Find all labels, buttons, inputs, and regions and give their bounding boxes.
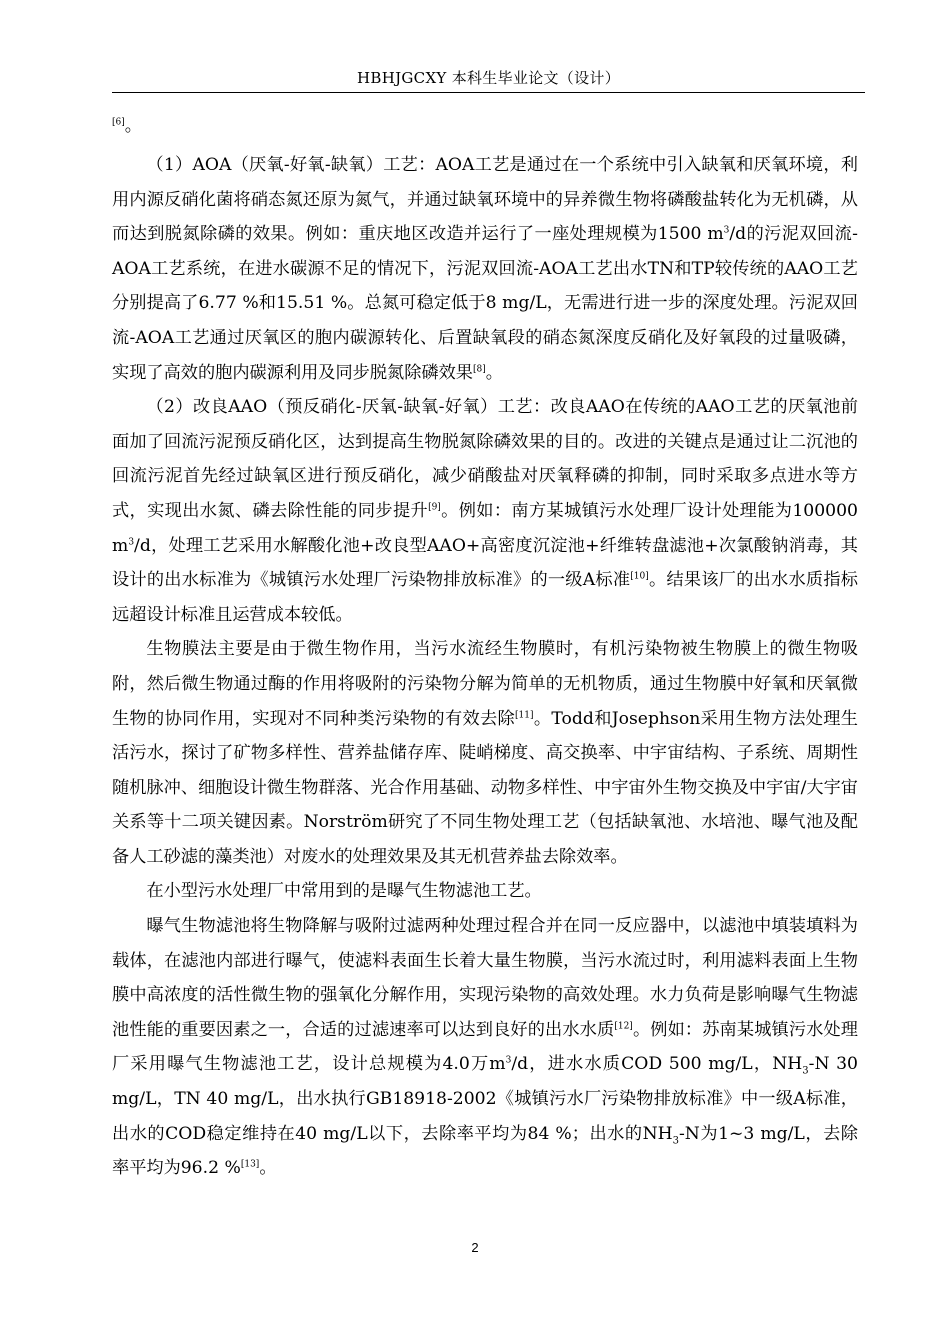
body-text <box>112 112 858 1186</box>
citation-ref: [8] <box>472 363 486 374</box>
header-title: HBHJGCXY 本科生毕业论文（设计） <box>356 69 620 87</box>
paragraph-baf: 曝气生物滤池将生物降解与吸附过滤两种处理过程合并在同一反应器中，以滤池中填装填料为载体，在滤池内部进行曝气，使滤料表面生长着大量生物膜，当污水流过时，利用滤料表面上生物膜中高浓度的活性微生物的强氧化分解作用，实现污染物的高效处理。水力负荷是影响曝气生物滤池性能的重要因素之一，合适的过滤速率可以达到良好的出水水质[12]。例如：苏南某城镇污水处理厂采用曝气生物滤池工艺，设计总规模为4.0万$m^3/d$，进水水质COD 500 mg/L，$NH_3-N$ 30 mg/L，TN 40 mg/L，出水执行GB18918-2002《城镇污水厂污染物排放标准》中一级A标准，出水的COD稳定维持在40 mg/L以下，去除率平均为84 %；出水的$NH_3-N$为1~3 mg/L，去除率平均为96.2 %[13]。 <box>112 916 858 1179</box>
paragraph-biofilm: 生物膜法主要是由于微生物作用，当污水流经生物膜时，有机污染物被生物膜上的微生物吸附，然后微生物通过酶的作用将吸附的污染物分解为简单的无机物质，通过生物膜中好氧和厌氧微生物的协同作用，实现对不同种类污染物的有效去除[11]。Todd和Josephson采用生物方法处理生活污水，探讨了矿物多样性、营养盐储存库、陡峭梯度、高交换率、中宇宙结构、子系统、周期性随机脉冲、细胞设计微生物群落、光合作用基础、动物多样性、中宇宙外生物交换及中宇宙/大宇宙关系等十二项关键因素。Norström研究了不同生物处理工艺（包括缺氧池、水培池、曝气池及配备人工砂滤的藻类池）对废水的处理效果及其无机营养盐去除效率。 <box>112 639 858 867</box>
running-header <box>112 66 865 93</box>
citation-ref: [9] <box>428 502 441 513</box>
citation-ref: [12] <box>614 1021 633 1032</box>
page-number: 2 <box>471 1240 479 1255</box>
citation-ref: [10] <box>630 571 649 582</box>
citation-ref: [6] <box>112 117 125 128</box>
paragraph-continuation: [6]。 <box>112 116 142 136</box>
citation-ref: [13] <box>240 1159 260 1170</box>
paragraph-improved-aao: （2）改良AAO（预反硝化-厌氧-缺氧-好氧）工艺：改良AAO在传统的AAO工艺的厌氧池前面加了回流污泥预反硝化区，达到提高生物脱氮除磷效果的目的。改进的关键点是通过让二沉池的回流污泥首先经过缺氧区进行预反硝化，减少硝酸盐对厌氧释磷的抑制，同时采取多点进水等方式，实现出水氮、磷去除性能的同步提升[9]。例如：南方某城镇污水处理厂设计处理能为100000 $m^3/d$，处理工艺采用水解酸化池+改良型AAO+高密度沉淀池+纤维转盘滤池+次氯酸钠消毒，其设计的出水标准为《城镇污水处理厂污染物排放标准》的一级A标准[10]。结果该厂的出水水质指标远超设计标准且运营成本较低。 <box>112 397 858 625</box>
paragraph-small-plant: 在小型污水处理厂中常用到的是曝气生物滤池工艺。 <box>146 881 542 902</box>
paragraph-aoa-process: （1）AOA（厌氧-好氧-缺氧）工艺：AOA工艺是通过在一个系统中引入缺氧和厌氧环境，利用内源反硝化菌将硝态氮还原为氮气，并通过缺氧环境中的异养微生物将磷酸盐转化为无机磷，从而达到脱氮除磷的效果。例如：重庆地区改造并运行了一座处理规模为1500 $m^3/d$的污泥双回流-AOA工艺系统，在进水碳源不足的情况下，污泥双回流-AOA工艺出水TN和TP较传统的AAO工艺分别提高了6.77 %和15.51 %。总氮可稳定低于8 mg/L，无需进行进一步的深度处理。污泥双回流-AOA工艺通过厌氧区的胞内碳源转化、后置缺氧段的硝态氮深度反硝化及好氧段的过量吸磷，实现了高效的胞内碳源利用及同步脱氮除磷效果[8]。 <box>112 155 858 383</box>
citation-ref: [11] <box>515 709 534 720</box>
